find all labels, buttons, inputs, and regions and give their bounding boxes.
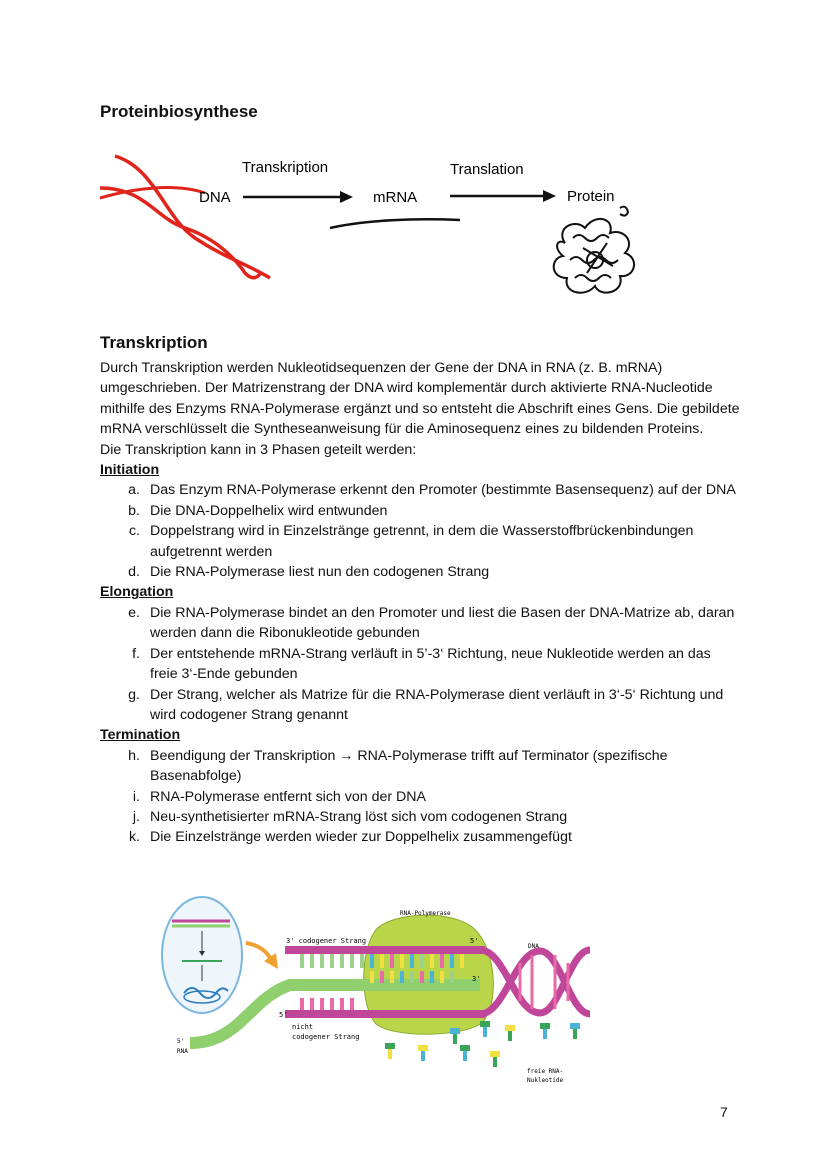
list-item [100,827,740,847]
codogen-label: 3' codogener Strang [286,937,367,945]
three-prime-inner-label: 3' [472,975,481,983]
rna-bases [370,971,454,983]
list-item [100,807,740,827]
list-marker: i. [132,788,140,805]
list-text: Das Enzym RNA-Polymerase erkennt den Promoter (bestimmte Basensequenz) auf der DNA [150,482,736,499]
phase-heading-termination: Termination [100,727,181,744]
mrna-strand [330,219,460,228]
protein-structure-icon [554,207,634,293]
list-text: Die DNA-Doppelhelix wird entwunden [150,502,388,519]
list-marker: j. [132,808,140,825]
dna-strand-2 [100,188,260,278]
page-number: 7 [720,1104,728,1120]
mrna-label: mRNA [373,189,418,206]
non-codogen-label-1: nicht [292,1023,314,1031]
list-marker: h. [128,747,140,764]
codogen-strand [285,946,485,954]
list-marker: c. [128,523,140,540]
non-codogen-label-2: codogener Strang [292,1033,360,1041]
translation-arrowhead [543,190,556,202]
polymerase-label: RNA-Polymerase [400,910,451,917]
list-marker: k. [128,829,140,846]
list-item [100,501,740,521]
list-marker: a. [128,482,140,499]
list-text: Die Einzelstränge werden wieder zur Doppelhelix zusammengefügt [150,829,572,846]
phases-intro: Die Transkription kann in 3 Phasen geteilt werden: [100,441,417,458]
list-item [100,480,740,500]
five-prime-left-label: 5' [279,1011,288,1019]
dna-helix-label: DNA [528,943,539,950]
list-marker: f. [132,645,140,662]
non-codogen-strand [285,1010,485,1018]
list-item [100,644,740,685]
transcription-illustration [160,893,590,1088]
dna-label: DNA [199,189,231,206]
phase-heading-initiation: Initiation [100,462,160,479]
five-prime-top-label: 5' [470,937,479,945]
list-marker: b. [128,502,140,519]
page-title: Proteinbiosynthese [100,102,258,121]
intro-paragraph: Durch Transkription werden Nukleotidsequenzen der Gene der DNA in RNA (z. B. mRNA) umgeschrieben. Der Matrizenstrang der DNA wird komplementär durch aktivierte RNA-Nucleotide mithilfe des Enzyms RNA-Polymerase ergänzt und so entsteht die Abschrift eines Gens. Die gebildete mRNA verschlüsselt die Syntheseanweisung für die Aminosequenz eines zu bildenden Proteins. [100,360,740,438]
rna-five-prime-label: 5' [177,1038,185,1045]
rna-label: RNA [177,1048,188,1055]
translation-label: Translation [450,161,524,178]
list-item [100,685,740,726]
overview-diagram [95,148,655,318]
list-item [100,562,740,582]
list-text: Der entstehende mRNA-Strang verläuft in 5’-3‘ Richtung, neue Nukleotide werden an das freie 3‘-Ende gebunden [150,645,711,683]
transcription-arrowhead [340,191,353,203]
list-marker: g. [128,686,140,703]
list-item [100,787,740,807]
list-text: Doppelstrang wird in Einzelstränge getrennt, in dem die Wasserstoffbrückenbindungen aufgetrennt werden [150,523,694,560]
dna-helix [480,950,590,1014]
list-item [100,603,740,644]
list-text: Die RNA-Polymerase liest nun den codogenen Strang [150,564,490,581]
list-item [100,746,740,787]
free-nucleotides-label-1: freie RNA- [527,1068,564,1075]
free-nucleotides-label-2: Nukleotide [527,1077,564,1084]
list-marker: d. [128,564,140,581]
initiation-list [100,480,740,582]
list-text: Der Strang, welcher als Matrize für die RNA-Polymerase dient verläuft in 3‘-5‘ Richtung und wird codogener Strang genannt [150,686,724,723]
list-text: Die RNA-Polymerase bindet an den Promoter und liest die Basen der DNA-Matrize ab, daran werden dann die Ribonukleotide gebunden [150,604,735,642]
termination-list [100,746,740,848]
overview-circle [162,897,242,1013]
non-codogen-bases [300,998,354,1010]
list-text: RNA-Polymerase entfernt sich von der DNA [150,788,426,805]
transcription-text [100,358,740,848]
elongation-list [100,603,740,725]
list-marker: e. [128,604,140,621]
section-title: Transkription [100,333,208,352]
list-item [100,521,740,562]
protein-label: Protein [567,188,615,205]
transcription-label: Transkription [242,159,329,176]
list-text: Neu-synthetisierter mRNA-Strang löst sich vom codogenen Strang [150,808,568,825]
phase-heading-elongation: Elongation [100,584,174,601]
list-text: Beendigung der Transkription → RNA-Polymerase trifft auf Terminator (spezifische Basenabfolge) [150,747,668,785]
